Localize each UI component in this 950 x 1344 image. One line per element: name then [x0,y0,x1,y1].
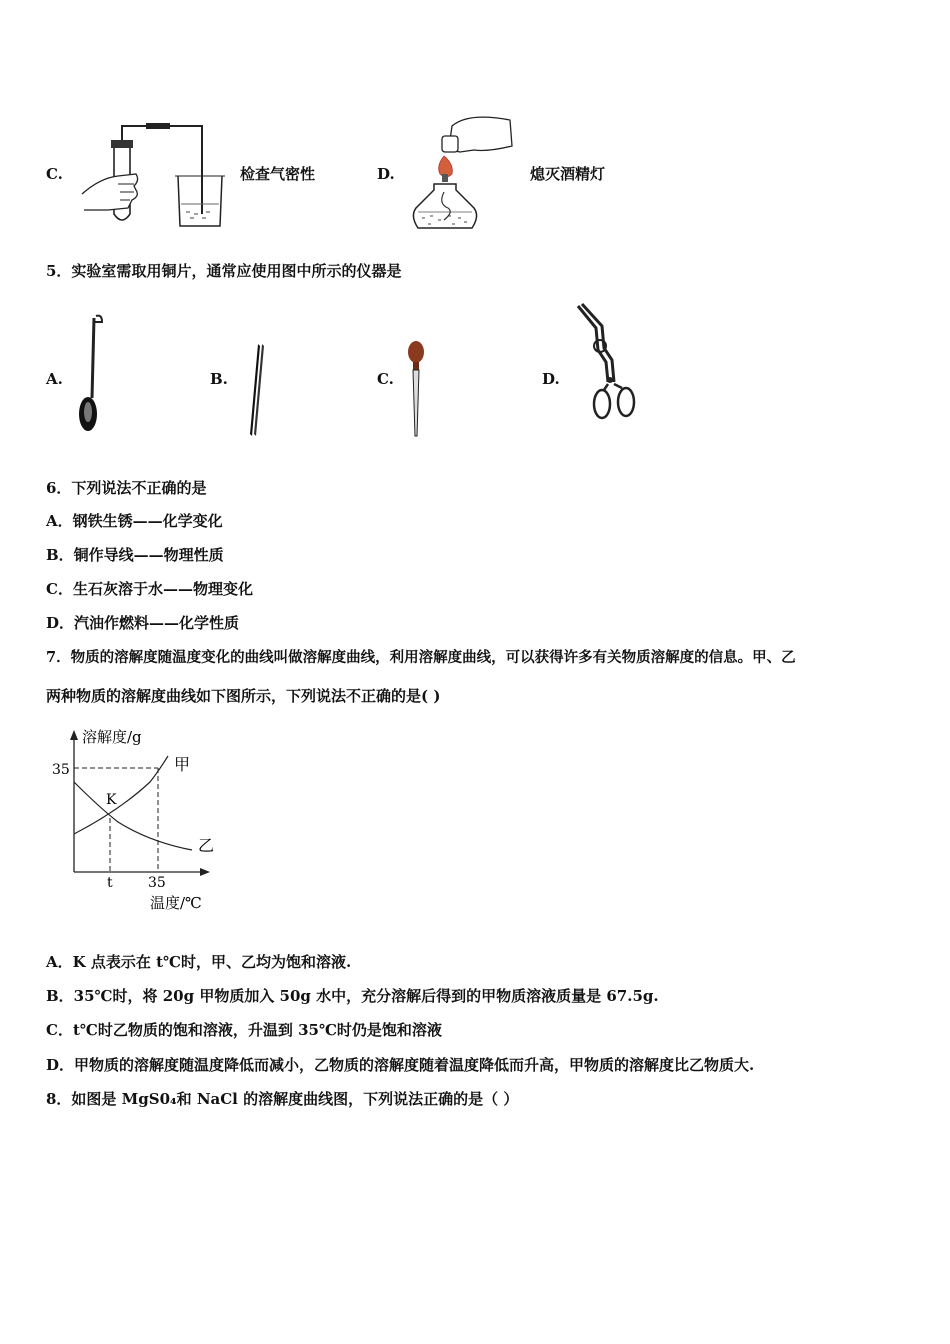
q7-question-line2: 两种物质的溶解度曲线如下图所示，下列说法不正确的是( ) [46,687,441,705]
y-axis-label: 溶解度/g [82,728,142,746]
q7-option-b: B．35℃时，将 20g 甲物质加入 50g 水中，充分溶解后得到的甲物质溶液质量是 67.5g. [46,987,659,1005]
q4-option-c-caption: 检查气密性 [240,165,316,183]
y-axis-arrow [70,730,78,740]
x-tick-t: t [107,875,113,891]
crucible-tongs-illustration [572,300,646,424]
medicine-spoon-illustration [74,312,110,438]
q5-question: 5．实验室需取用铜片，通常应使用图中所示的仪器是 [46,262,402,280]
q6-option-b: B．铜作导线——物理性质 [46,546,224,564]
q5-option-c-letter: C. [377,370,394,388]
q5-option-a-letter: A. [46,370,63,388]
q7-option-a: A．K 点表示在 t℃时，甲、乙均为饱和溶液. [46,953,352,971]
q4-option-d-caption: 熄灭酒精灯 [530,165,606,183]
x-tick-35: 35 [148,875,166,891]
y-tick-35: 35 [52,762,70,778]
dropper-illustration [404,338,428,440]
q6-option-c: C．生石灰溶于水——物理变化 [46,580,253,598]
q6-question: 6．下列说法不正确的是 [46,479,207,497]
q6-option-d: D．汽油作燃料——化学性质 [46,614,240,632]
curve-yi [74,782,192,850]
tweezers-illustration [238,340,268,440]
q5-option-d-letter: D. [542,370,560,388]
airtightness-check-illustration [78,118,238,234]
solubility-curve-graph [40,722,230,914]
q7-option-c: C．t℃时乙物质的饱和溶液，升温到 35℃时仍是饱和溶液 [46,1021,442,1039]
q6-option-a: A．钢铁生锈——化学变化 [46,512,223,530]
x-axis-arrow [200,868,210,876]
point-k-label: K [106,792,117,808]
series-jia-label: 甲 [174,755,191,774]
q7-option-d: D．甲物质的溶解度随温度降低而减小，乙物质的溶解度随着温度降低而升高，甲物质的溶解度比乙物质大. [46,1056,755,1074]
series-yi-label: 乙 [198,836,215,855]
x-axis-label: 温度/℃ [150,894,202,912]
q4-option-c-letter: C. [46,165,63,183]
q8-question: 8．如图是 MgS0₄和 NaCl 的溶解度曲线图，下列说法正确的是（ ） [46,1090,519,1108]
q4-option-d-letter: D. [377,165,395,183]
q5-option-b-letter: B. [210,370,228,388]
q7-question-line1: 7．物质的溶解度随温度变化的曲线叫做溶解度曲线，利用溶解度曲线，可以获得许多有关物质溶解度的信息。甲、乙 [46,649,796,666]
alcohol-lamp-illustration [408,112,520,238]
